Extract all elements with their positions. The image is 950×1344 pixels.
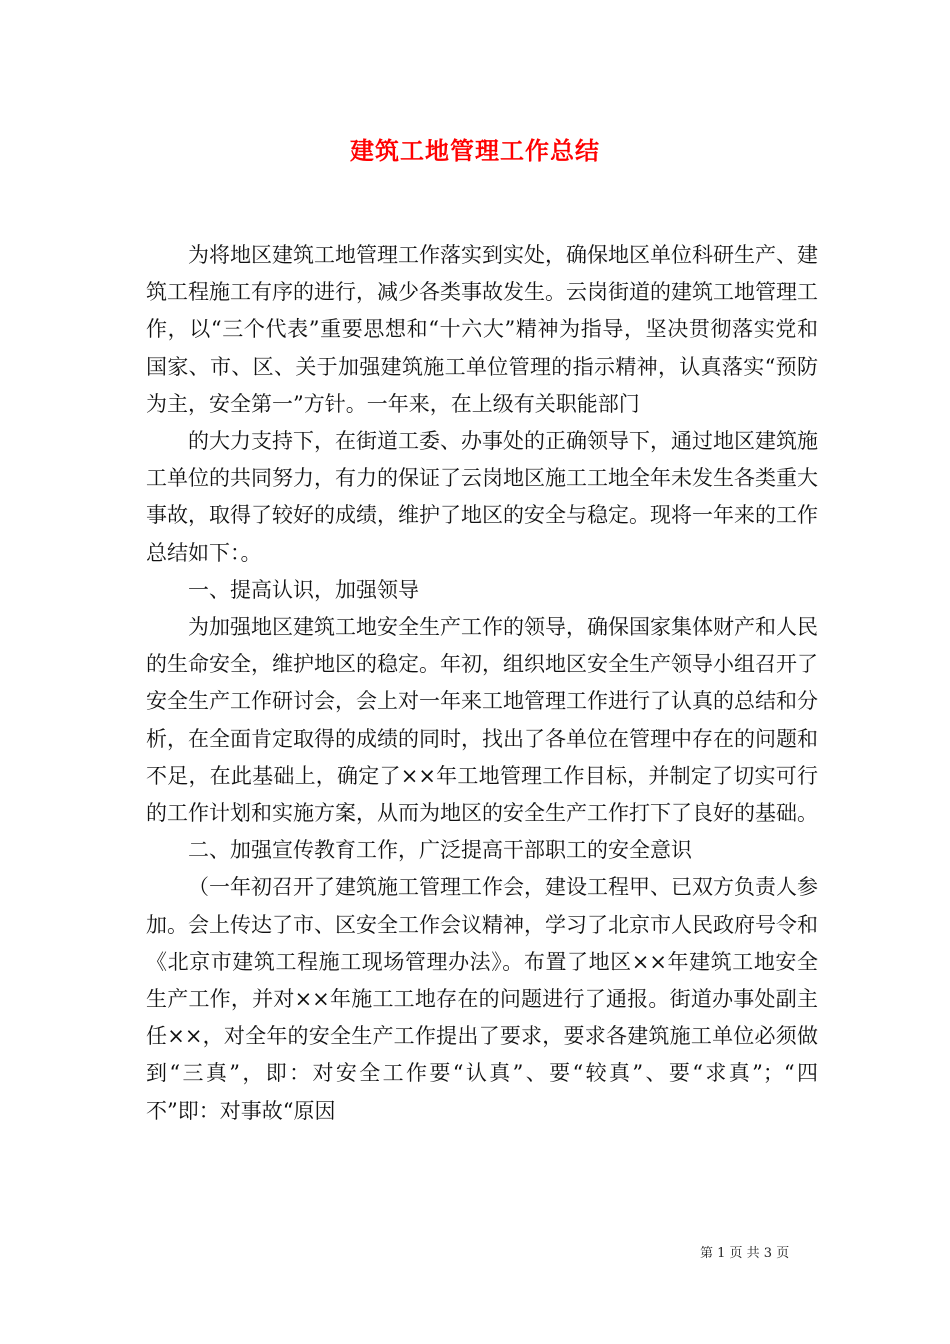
section-heading-2: 二、加强宣传教育工作，广泛提高干部职工的安全意识 — [188, 838, 692, 863]
page-title: 建筑工地管理工作总结 — [350, 136, 600, 165]
section-heading-1: 一、提高认识，加强领导 — [188, 577, 419, 602]
paragraph-section-2: （一年初召开了建筑施工管理工作会，建设工程甲、已双方负责人参加。会上传达了市、区安全工作会议精神，学习了北京市人民政府号令和《北京市建筑工程施工现场管理办法》。布置了地区××年建筑工地安全生产工作，并对××年施工工地存在的问题进行了通报。街道办事处副主任××，对全年的安全生产工作提出了要求，要求各建筑施工单位必须做到“三真”，即：对安全工作要“认真”、要“较真”、要“求真”；“四不”即：对事故“原因 — [146, 875, 818, 1123]
paragraph-section-1: 为加强地区建筑工地安全生产工作的领导，确保国家集体财产和人民的生命安全，维护地区的稳定。年初，组织地区安全生产领导小组召开了安全生产工作研讨会，会上对一年来工地管理工作进行了认真的总结和分析，在全面肯定取得的成绩的同时，找出了各单位在管理中存在的问题和不足，在此基础上，确定了××年工地管理工作目标，并制定了切实可行的工作计划和实施方案，从而为地区的安全生产工作打下了良好的基础。 — [146, 615, 818, 826]
document-body — [146, 237, 818, 1130]
paragraph-intro: 为将地区建筑工地管理工作落实到实处，确保地区单位科研生产、建筑工程施工有序的进行，减少各类事故发生。云岗街道的建筑工地管理工作，以“三个代表”重要思想和“十六大”精神为指导，坚决贯彻落实党和国家、市、区、关于加强建筑施工单位管理的指示精神，认真落实“预防为主，安全第一”方针。一年来，在上级有关职能部门 — [146, 243, 818, 416]
page-number-footer: 第 1 页 共 3 页 — [700, 1246, 790, 1261]
paragraph-summary: 的大力支持下，在街道工委、办事处的正确领导下，通过地区建筑施工单位的共同努力，有力的保证了云岗地区施工工地全年未发生各类重大事故，取得了较好的成绩，维护了地区的安全与稳定。现将一年来的工作总结如下：。 — [146, 429, 818, 565]
